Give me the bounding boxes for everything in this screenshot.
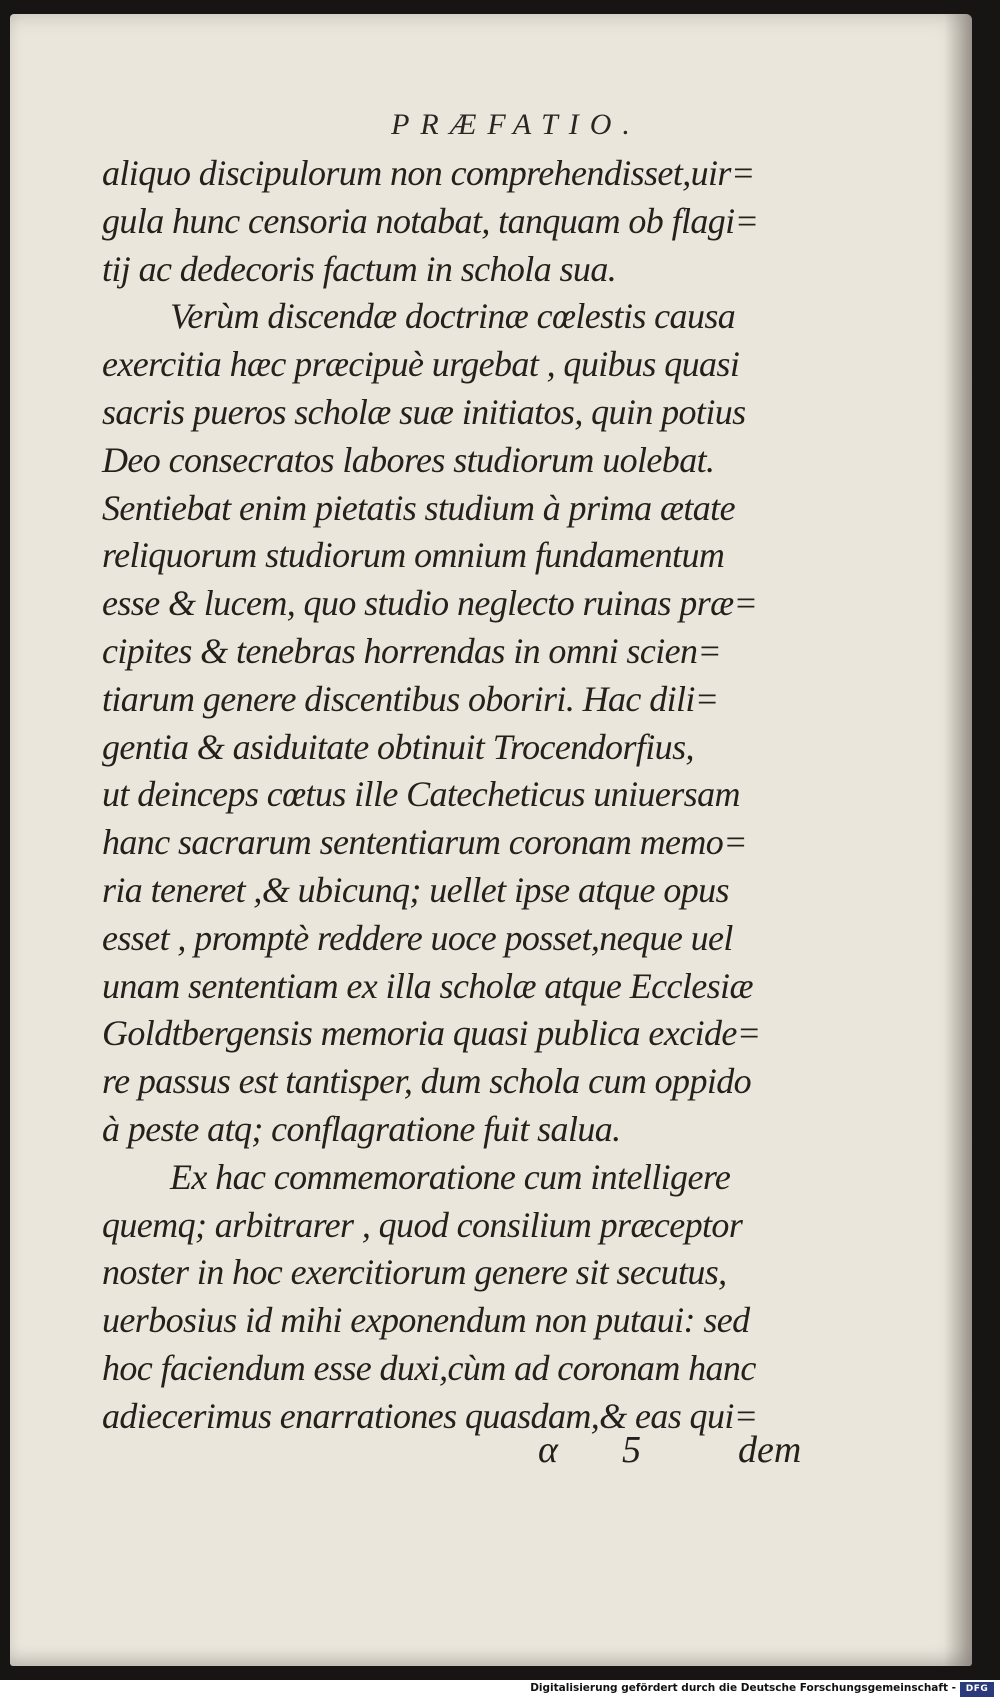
- text-line: esse & lucem, quo studio neglecto ruinas præ=: [102, 583, 758, 624]
- text-line: noster in hoc exercitiorum genere sit secutus,: [102, 1252, 727, 1293]
- text-line: esset , promptè reddere uoce posset,neque uel: [102, 917, 733, 958]
- text-line: hanc sacrarum sententiarum coronam memo=: [102, 822, 747, 863]
- text-line: adiecerimus enarrationes quasdam,& eas qui=: [102, 1395, 758, 1436]
- text-line: uerbosius id mihi exponendum non putaui: sed: [102, 1300, 750, 1341]
- text-line: gentia & asiduitate obtinuit Trocendorfius,: [102, 726, 694, 767]
- paragraph-start-line: Ex hac commemoratione cum intelligere: [170, 1156, 731, 1197]
- text-line: aliquo discipulorum non comprehendisset,uir=: [102, 153, 755, 193]
- text-line: cipites & tenebras horrendas in omni scien=: [102, 630, 722, 671]
- text-line: re passus est tantisper, dum schola cum oppido: [102, 1061, 752, 1102]
- text-line: à peste atq; conflagratione fuit salua.: [102, 1108, 621, 1149]
- running-head: PRÆFATIO.: [391, 108, 641, 141]
- book-page: [10, 14, 972, 1666]
- text-line: unam sententiam ex illa scholæ atque Ecclesiæ: [102, 965, 753, 1006]
- funding-credit: Digitalisierung gefördert durch die Deutsche Forschungsgemeinschaft -: [530, 1682, 956, 1694]
- catchword: dem: [738, 1429, 802, 1471]
- body-text: [102, 150, 802, 1441]
- text-line: Deo consecratos labores studiorum uolebat.: [102, 439, 715, 480]
- text-line: sacris pueros scholæ suæ initiatos, quin potius: [102, 391, 746, 432]
- text-line: ut deinceps cœtus ille Catecheticus uniuersam: [102, 774, 740, 815]
- text-line: Goldtbergensis memoria quasi publica excide=: [102, 1013, 761, 1054]
- dfg-logo: DFG: [960, 1682, 994, 1697]
- text-line: exercitia hæc præcipuè urgebat , quibus quasi: [102, 344, 740, 385]
- text-line: gula hunc censoria notabat, tanquam ob flagi=: [102, 200, 759, 241]
- paragraph-start-line: Verùm discendæ doctrinæ cœlestis causa: [170, 296, 736, 337]
- text-line: reliquorum studiorum omnium fundamentum: [102, 535, 725, 576]
- signature-number: 5: [622, 1429, 641, 1471]
- text-line: Sentiebat enim pietatis studium à prima ætate: [102, 487, 735, 528]
- text-line: quemq; arbitrarer , quod consilium præceptor: [102, 1204, 743, 1245]
- text-line: tiarum genere discentibus oboriri. Hac dili=: [102, 678, 719, 719]
- text-line: tij ac dedecoris factum in schola sua.: [102, 248, 617, 289]
- text-line: ria teneret ,& ubicunq; uellet ipse atque opus: [102, 869, 729, 910]
- text-line: hoc faciendum esse duxi,cùm ad coronam hanc: [102, 1347, 756, 1388]
- signature-mark: α: [538, 1429, 558, 1471]
- footer-bar: [0, 1680, 1000, 1700]
